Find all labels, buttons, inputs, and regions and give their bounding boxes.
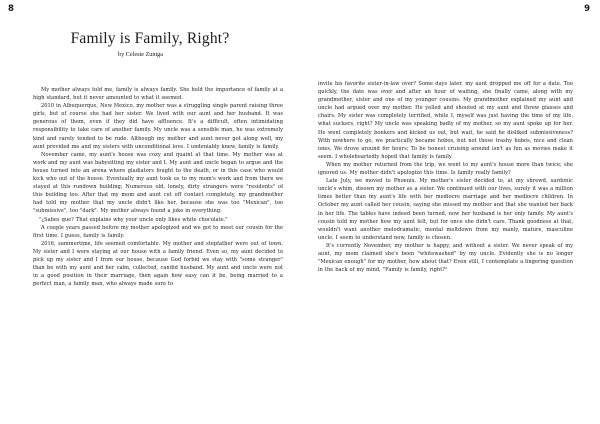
paragraph: invite his favorite sister-in-law over? Some days later, my aunt dropped me off for a date. Too quickly, the date was over and after an hour of waiting, she finally came, along with my grandmother, sister and one of my younger cousins. My grandmother explained my aunt and uncle had argued over my mother. He yelled and shouted at my aunt and threw glasses and chairs. My sister was completely terrified, while I, myself was just having the time of my life, what suckers, right? My uncle was speaking badly of my mother, so my aunt spoke up for her. He went completely bonkers and kicked us out, but wait, he said he disliked submissiveness? With nowhere to go, we practically became hobos, but not those trashy hobos, nice and clean ones. We drove around for hours; To be honest cruising around isn't as fun as movies make it seem. I wholeheartedly hoped that family is family. <box>318 81 573 160</box>
paragraph: 2016, summertime, life seemed comfortable. My mother and stepfather were out of town. My sister and I were staying at our house with a family friend. Even so, my aunt decided to pick up my sister and I from our house, because God forbid we stay with "some stranger" than be with my aunt and her calm, collected, candid husband. My aunt and uncle were not in a good position in their marriage, then again how easy can it be, being married to a perfect man, a family man, who always made sure to <box>33 240 283 288</box>
author-byline: by Celeste Zuniga <box>118 51 164 58</box>
quote-paragraph: "¿Sabes que? That explains why your uncle only likes white chocolate." <box>39 216 228 223</box>
right-column <box>318 80 573 380</box>
left-column <box>33 86 283 386</box>
paragraph: Late July, we moved to Phoenix. My mother's sister decided to, at my shrewd, sardonic uncle's whim, disown my mother as a sister. We continued with our lives, surely it was a million times better than my aunt's life with her mediocre marriage and her mediocre children. In October my aunt called her cousin, saying she missed my mother and that she wanted her back in her life. The tables have indeed been turned, now her husband is her only family. My aunt's cousin told my mother how my aunt felt, but for once she didn't care. Thank goodness at that, wouldn't want another melodramatic, mental meltdown from my manly, mature, masculine uncle. I seem to understand now, family is chosen. <box>318 178 573 241</box>
paragraph: November came, my aunt's house was cozy and quaint at that time. My mother was at work and my aunt was babysitting my sister and I. My aunt and uncle began to argue and the house turned into an arena where gladiators fought to the death, or in this case who would kick who out of the house. Eventually my aunt took us to my mom's work and from there we stayed at this rundown building; Numerous old, lonely, dirty strangers were "residents" of this building too. After that my mom and aunt cut off contact completely, my grandmother had told my mother that my uncle didn't like her, because she was too "Mexican", too "submissive", too "dark". My mother always found a joke in everything: <box>33 151 283 215</box>
paragraph: 2010 in Albuquerque, New Mexico, my mother was a struggling single parent raising three girls, but of course she had her sister. We lived with our aunt and her husband. It was generous of them, even if they did have affluence. It's a difficult, often intimidating responsibility to take care of another family. My uncle was a sensible man, he was extremely kind and rarely tended to be rude. Although my mother and aunt never got along well, my aunt provided me and my sisters with unconditional love. I undeniably knew, family is family. <box>33 103 283 150</box>
right-page-number: 9 <box>584 4 590 14</box>
paragraph: My mother always told me, family is always family. She held the importance of family at a high standard, but it never amounted to what it seemed. <box>33 87 283 102</box>
left-page-number: 8 <box>8 4 14 14</box>
paragraph: When my mother returned from the trip, we went to my aunt's house more than twice; she ignored us. My mother didn't apologize this time. Is family really family? <box>318 161 573 177</box>
story-title: Family is Family, Right? <box>70 30 230 47</box>
paragraph: A couple years passed before my mother apologized and we got to meet our cousin for the first time. I guess, family is family. <box>33 224 283 239</box>
paragraph: It's currently November, my mother is happy, and without a sister. We never speak of my aunt, my mom claimed she's been "whitewashed" by my uncle. Evidently she is no longer "Mexican enough" for my mother, how about that? Even still, I contemplate a lingering question in the back of my mind, "Family is family, right?" <box>318 242 573 274</box>
